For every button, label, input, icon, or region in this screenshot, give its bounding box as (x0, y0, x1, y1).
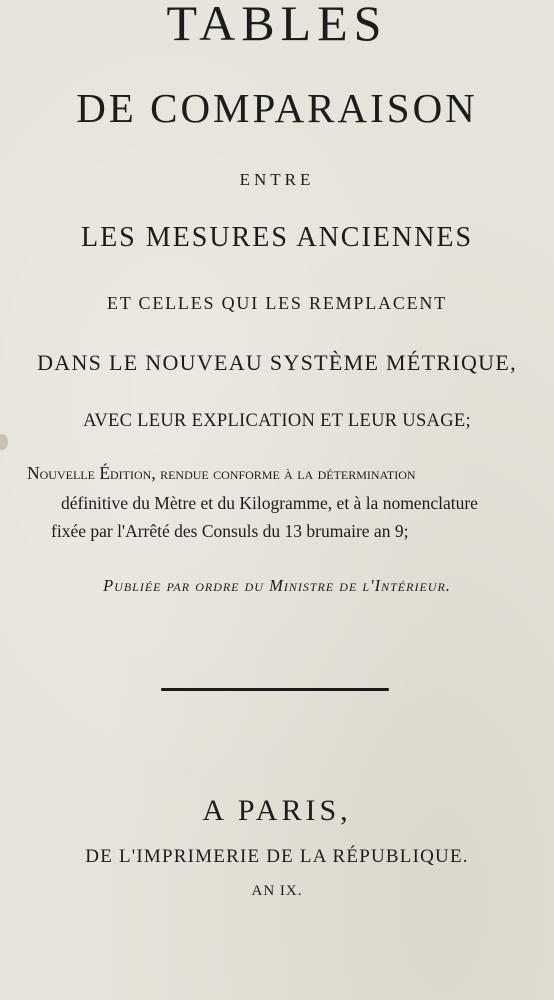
entre-text: ENTRE (239, 170, 315, 189)
imprint-year: AN IX. (251, 883, 303, 899)
imprint-printer: DE L'IMPRIMERIE DE LA RÉPUBLIQUE. (85, 846, 469, 867)
imprint-city: A PARIS, (202, 794, 352, 827)
edition-line-2: définitive du Mètre et du Kilogramme, et à la nomenclature (61, 493, 478, 513)
edition-line-1: Nouvelle Édition, rendue conforme à la détermination (27, 463, 416, 483)
paper-stain (0, 434, 8, 450)
publisher-note: Publiée par ordre du Ministre de l'Intérieur. (103, 576, 451, 595)
subtitle-celles: ET CELLES QUI LES REMPLACENT (106, 293, 448, 313)
edition-line-3: fixée par l'Arrêté des Consuls du 13 brumaire an 9; (51, 521, 409, 541)
title-line-2: DE COMPARAISON (76, 85, 478, 131)
title-line-1: TABLES (166, 0, 388, 51)
subtitle-mesures: LES MESURES ANCIENNES (80, 222, 474, 253)
horizontal-rule (161, 688, 389, 691)
subtitle-systeme: DANS LE NOUVEAU SYSTÈME MÉTRIQUE, (37, 350, 517, 375)
subtitle-explication: AVEC LEUR EXPLICATION ET LEUR USAGE; (83, 411, 471, 431)
